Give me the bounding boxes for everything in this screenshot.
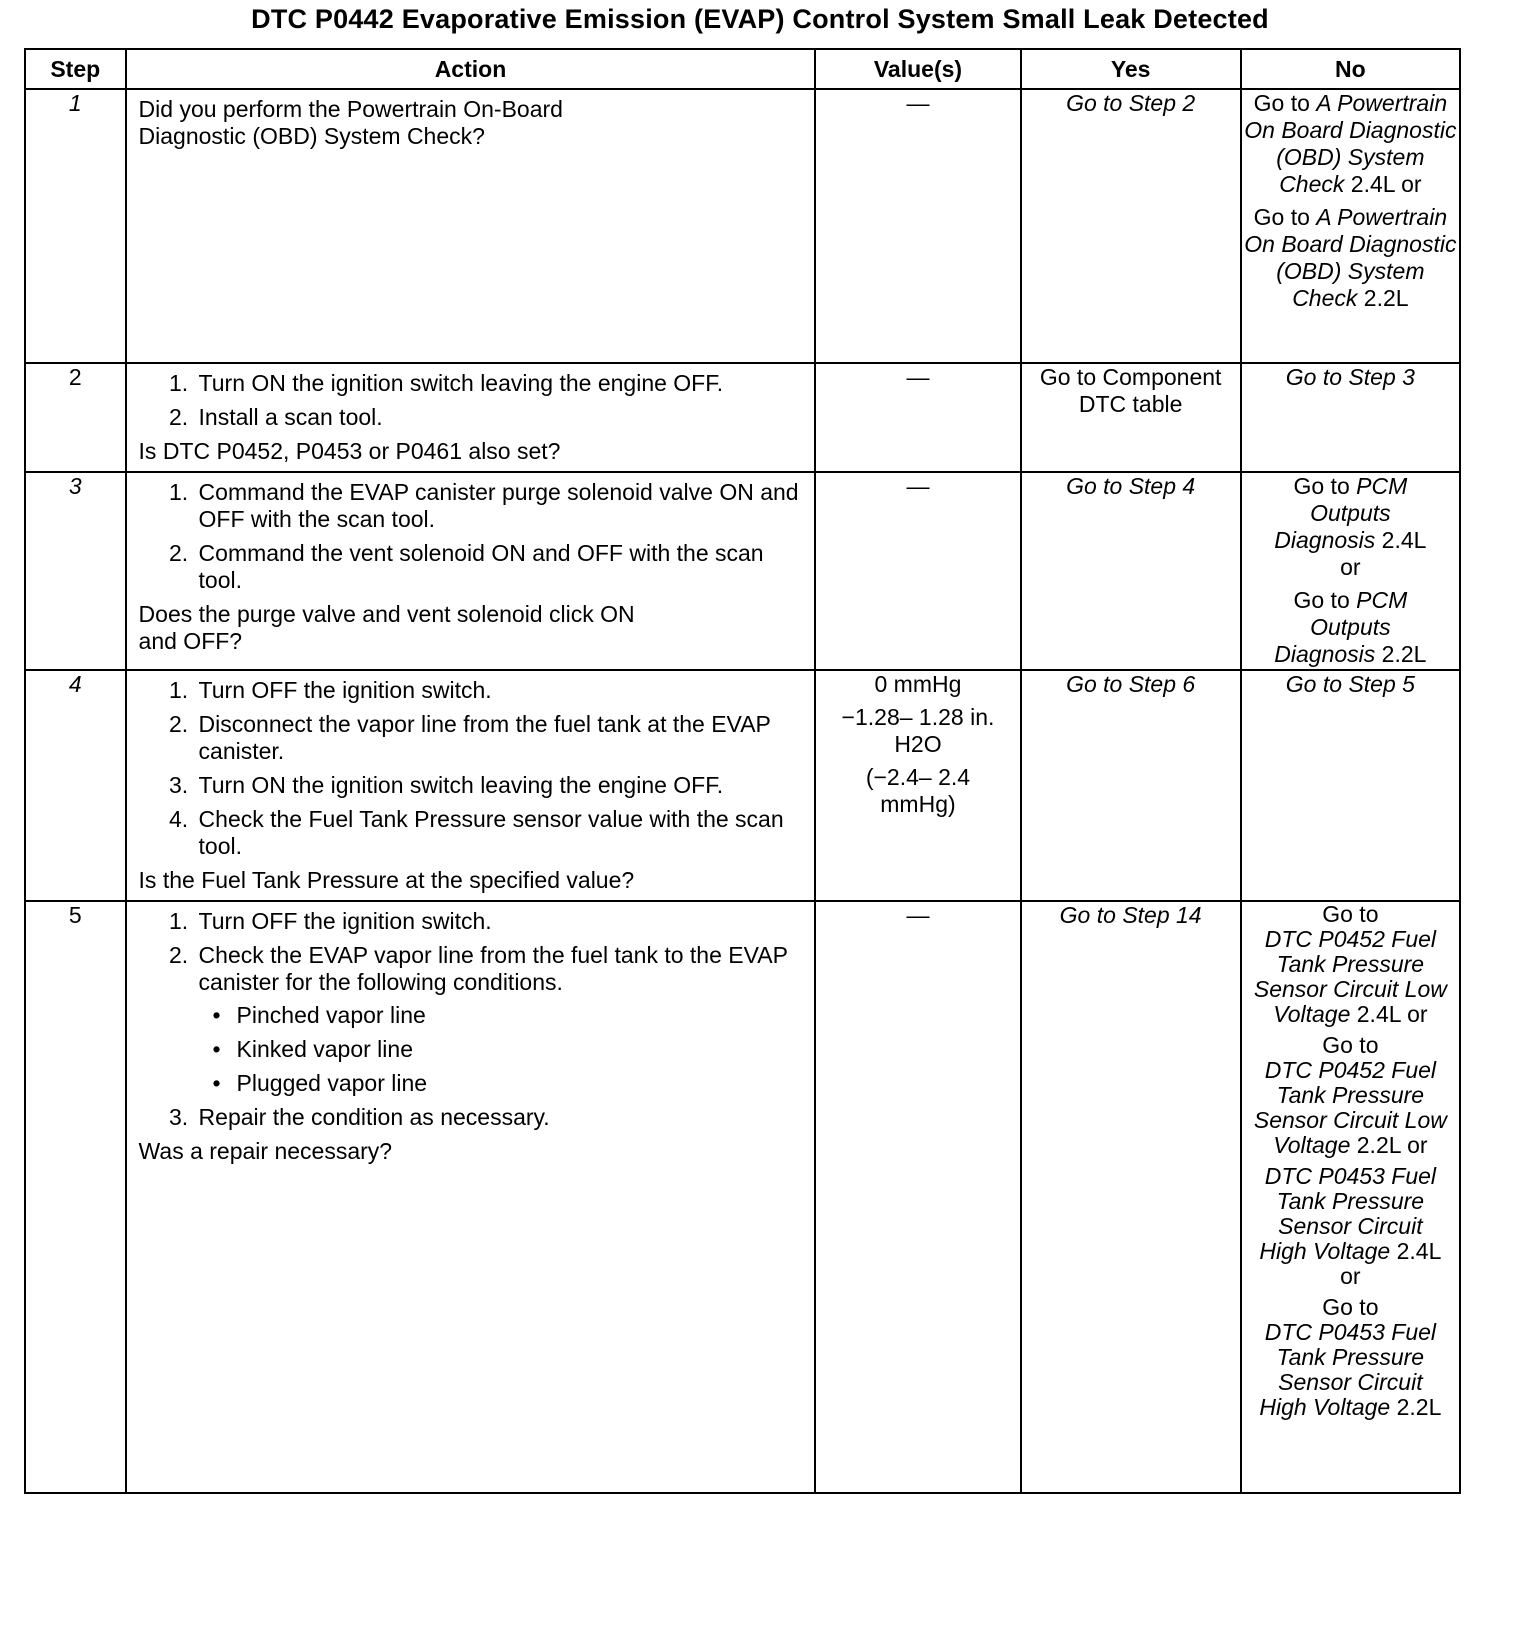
value-cell [815,901,1020,1493]
value-text: (−2.4– 2.4 mmHg) [865,764,971,817]
bullet-item: • Pinched vapor line [233,1002,803,1029]
no-link[interactable]: Go to A Powertrain On Board Diagnostic (OBD) System Check 2.2L [1244,204,1457,311]
header-step: Step [25,49,126,89]
header-values: Value(s) [815,49,1020,89]
page-title: DTC P0442 Evaporative Emission (EVAP) Control System Small Leak Detected [251,4,1269,34]
action-cell [126,472,816,670]
no-link[interactable]: Go to A Powertrain On Board Diagnostic (OBD) System Check 2.4L or [1244,90,1457,197]
step-number: 3 [25,472,126,670]
diagnostic-table [24,48,1461,1494]
value-text: — [906,902,930,928]
action-cell [126,89,816,363]
yes-link[interactable]: Go to Step 4 [1021,472,1241,670]
table-row [25,901,1460,1493]
table-row [25,363,1460,472]
value-text: — [906,473,930,499]
value-text: — [906,364,930,390]
action-step: 1. Turn OFF the ignition switch. [195,677,803,704]
action-question: Did you perform the Powertrain On-Board Diagnostic (OBD) System Check? [138,96,563,149]
header-no: No [1241,49,1460,89]
action-question: Was a repair necessary? [138,1138,393,1164]
action-step: 3. Turn ON the ignition switch leaving the engine OFF. [195,772,803,799]
yes-link[interactable]: Go to Step 14 [1021,901,1241,1493]
value-cell [815,363,1020,472]
step-number: 2 [25,363,126,472]
value-text: −1.28– 1.28 in. H2O [841,704,995,757]
no-link[interactable]: Go to PCM Outputs Diagnosis 2.4L or [1274,473,1427,580]
action-cell [126,901,816,1493]
no-cell [1241,901,1460,1493]
no-cell [1241,89,1460,363]
no-link[interactable]: Go to Step 5 [1241,670,1460,901]
table-row [25,89,1460,363]
action-step: 1. Command the EVAP canister purge solenoid valve ON and OFF with the scan tool. [195,479,803,533]
action-cell [126,363,816,472]
bullet-item: • Plugged vapor line [233,1070,803,1097]
action-step: 2. Install a scan tool. [195,404,803,431]
action-question: Is DTC P0452, P0453 or P0461 also set? [138,438,561,464]
no-cell [1241,472,1460,670]
no-link[interactable]: Go to PCM Outputs Diagnosis 2.2L [1274,587,1427,667]
yes-link[interactable]: Go to Step 2 [1021,89,1241,363]
no-link[interactable]: Go to DTC P0453 Fuel Tank Pressure Sensor Circuit High Voltage 2.2L [1259,1294,1442,1420]
no-link[interactable]: Go to Step 3 [1241,363,1460,472]
value-text: 0 mmHg [874,671,962,697]
value-text: — [906,90,930,116]
action-question: Does the purge valve and vent solenoid click ON and OFF? [138,601,635,654]
step-number: 4 [25,670,126,901]
yes-link[interactable]: Go to Component DTC table [1021,363,1241,472]
yes-link[interactable]: Go to Step 6 [1021,670,1241,901]
value-cell [815,670,1020,901]
header-action: Action [126,49,816,89]
action-step: 2. Disconnect the vapor line from the fuel tank at the EVAP canister. [195,711,803,765]
action-step: 2. Check the EVAP vapor line from the fuel tank to the EVAP canister for the following conditions. • Pinched vapor line • Kinked vapor line • Plugged vapor line [195,942,803,1097]
table-row [25,472,1460,670]
table-row [25,670,1460,901]
header-row [25,49,1460,89]
no-link[interactable]: DTC P0453 Fuel Tank Pressure Sensor Circuit High Voltage 2.4L or [1259,1163,1442,1289]
action-cell [126,670,816,901]
no-link[interactable]: Go to DTC P0452 Fuel Tank Pressure Sensor Circuit Low Voltage 2.2L or [1253,1032,1447,1158]
action-step: 3. Repair the condition as necessary. [195,1104,803,1131]
action-step: 1. Turn OFF the ignition switch. [195,908,803,935]
step-number: 1 [25,89,126,363]
action-step: 4. Check the Fuel Tank Pressure sensor value with the scan tool. [195,806,803,860]
value-cell [815,472,1020,670]
action-question: Is the Fuel Tank Pressure at the specified value? [138,867,635,893]
value-cell [815,89,1020,363]
bullet-item: • Kinked vapor line [233,1036,803,1063]
header-yes: Yes [1021,49,1241,89]
action-step: 1. Turn ON the ignition switch leaving the engine OFF. [195,370,803,397]
no-link[interactable]: Go to DTC P0452 Fuel Tank Pressure Sensor Circuit Low Voltage 2.4L or [1253,901,1447,1027]
action-step: 2. Command the vent solenoid ON and OFF with the scan tool. [195,540,803,594]
step-number: 5 [25,901,126,1493]
